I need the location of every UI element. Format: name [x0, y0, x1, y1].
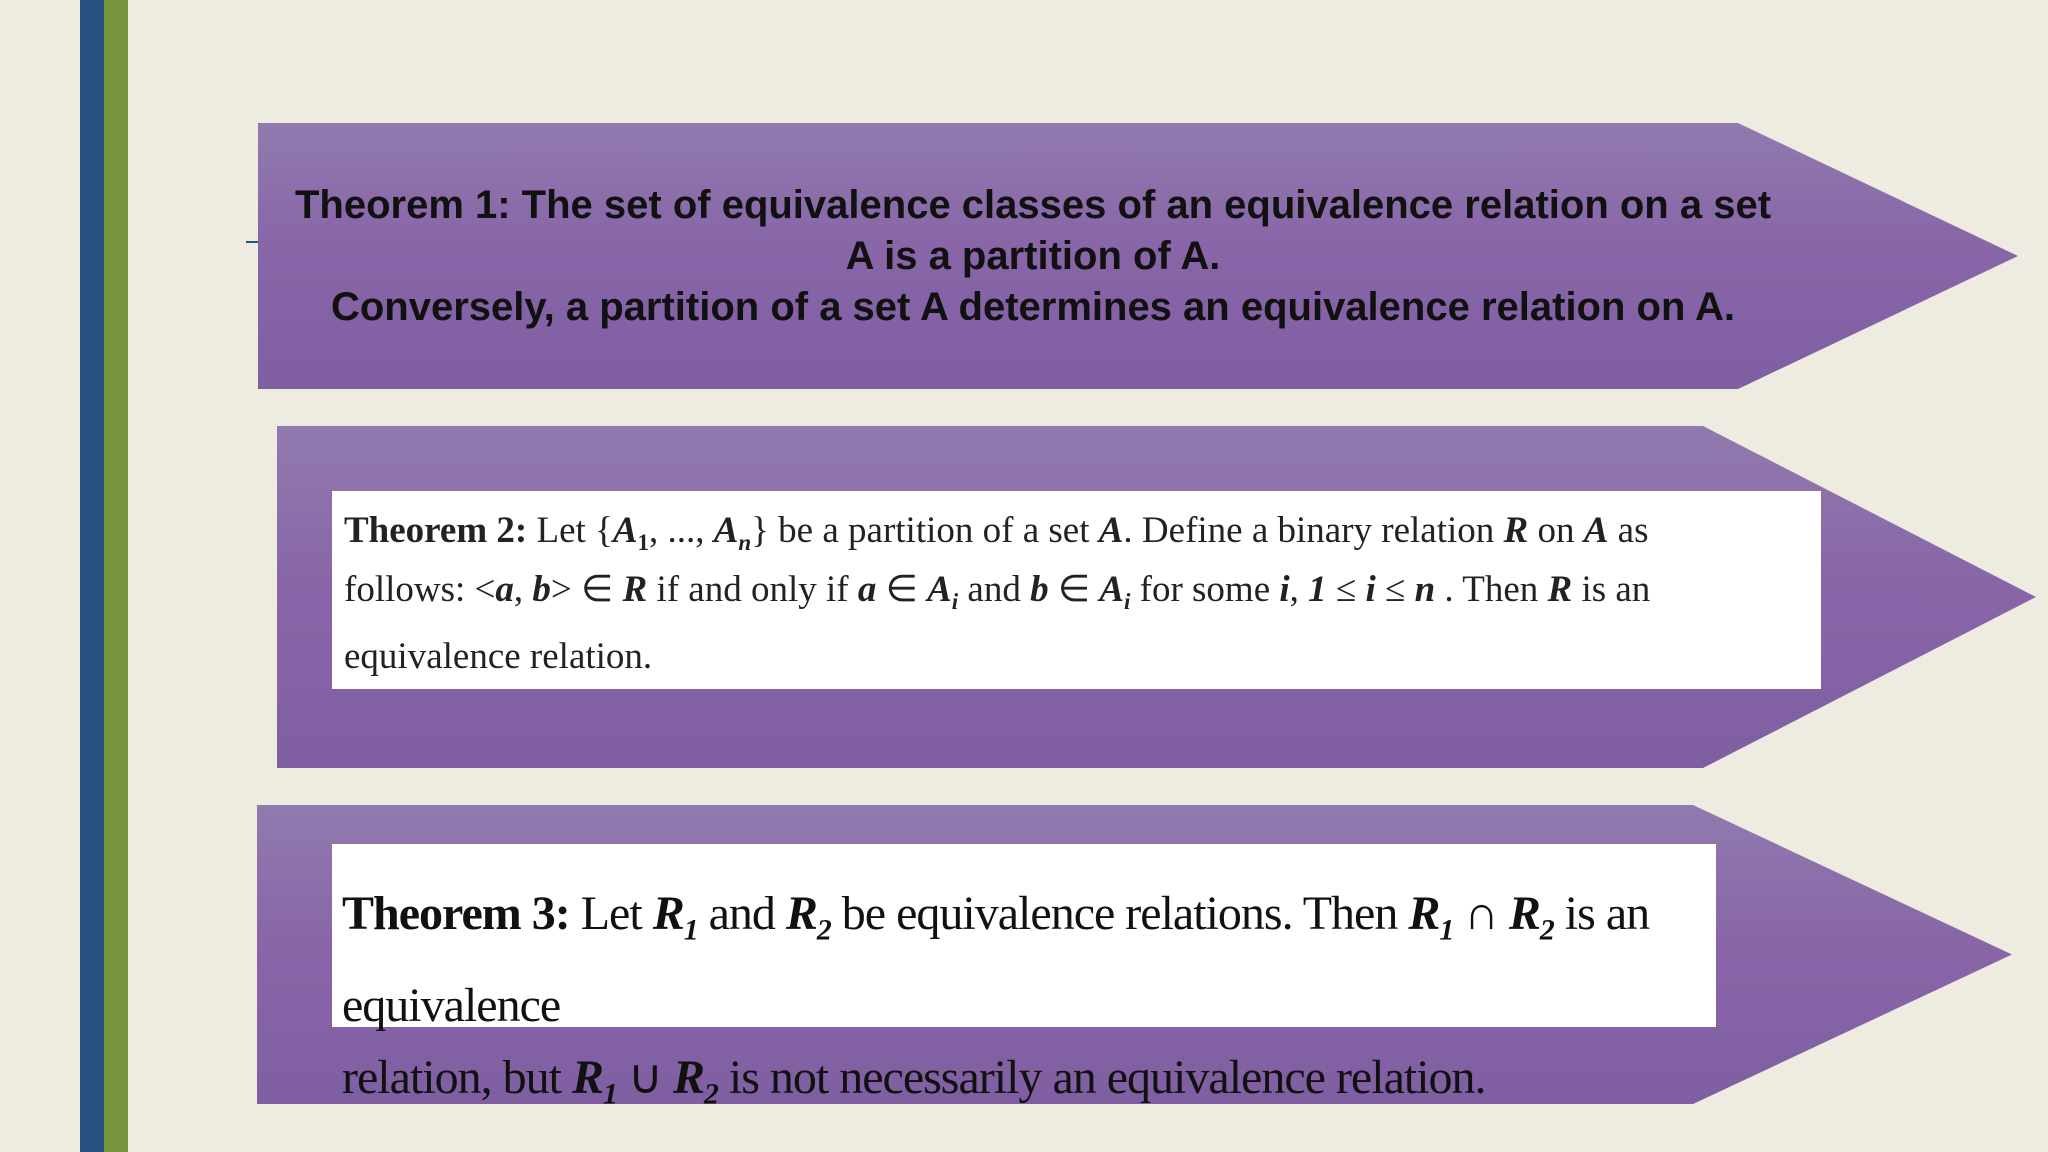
theorem-2-text: follows: < — [344, 569, 496, 610]
theorem-2-text: and — [958, 569, 1031, 610]
theorem-3-box — [332, 844, 1716, 1111]
theorem-2-var: b — [1030, 569, 1049, 610]
theorem-3-label: Theorem 3: — [342, 887, 570, 940]
theorem-2-text: , ..., — [648, 510, 714, 551]
theorem-2-line-2 — [344, 560, 1809, 619]
theorem-2-text: > ∈ — [550, 569, 623, 610]
theorem-2-text: Let { — [527, 510, 613, 551]
theorem-2-text: , — [513, 569, 533, 610]
theorem-2-text: . Define a binary relation — [1123, 510, 1504, 551]
theorem-3-sub: 1 — [683, 913, 698, 947]
theorem-2-var: A — [1098, 510, 1124, 551]
theorem-2-text: is an — [1572, 569, 1651, 610]
theorem-3-sub: 2 — [1539, 913, 1554, 947]
theorem-3-sub: 1 — [602, 1077, 617, 1111]
theorem-2-var: i — [1365, 569, 1376, 610]
theorem-2-text: on — [1528, 510, 1584, 551]
theorem-3-sub: 2 — [703, 1077, 718, 1111]
intersection-symbol: ∩ — [1453, 887, 1509, 940]
theorem-2-text: ∈ — [876, 569, 928, 610]
theorem-3-var: R — [652, 887, 684, 940]
theorem-2-text: for some — [1130, 569, 1280, 610]
theorem-3-line-1 — [342, 868, 1708, 1052]
theorem-2-var: A — [1099, 569, 1125, 610]
theorem-2-text: . Then — [1435, 569, 1548, 610]
theorem-3-var: R — [672, 1051, 704, 1104]
theorem-2-var: R — [1547, 569, 1573, 610]
theorem-2-var: a — [857, 569, 877, 610]
theorem-3-var: R — [1508, 887, 1540, 940]
theorem-3-text: is not necessarily an equivalence relation. — [717, 1051, 1486, 1104]
theorem-2-var: A — [713, 510, 739, 551]
theorem-1-text — [258, 180, 1808, 333]
union-symbol: ∪ — [616, 1051, 673, 1104]
theorem-1-line-2: A is a partition of A. — [845, 234, 1221, 278]
theorem-2-var: A — [612, 510, 638, 551]
accent-bar-blue — [80, 0, 104, 1152]
theorem-2-var: A — [927, 569, 952, 610]
theorem-2-text: , — [1289, 569, 1309, 610]
theorem-2-var: A — [1583, 510, 1609, 551]
theorem-3-text: is an equivalence — [342, 887, 1650, 1032]
theorem-2-text: equivalence relation. — [344, 636, 653, 677]
theorem-2-sub: n — [738, 530, 752, 556]
accent-bar-green — [104, 0, 128, 1152]
theorem-2-text: as — [1608, 510, 1649, 551]
theorem-2-sub: i — [1124, 589, 1131, 615]
theorem-2-var: R — [1503, 510, 1529, 551]
theorem-2-sub: 1 — [637, 530, 649, 556]
theorem-2-text: } be a partition of a set — [751, 510, 1099, 551]
theorem-3-sub: 1 — [1439, 913, 1454, 947]
theorem-2-text: if and only if — [647, 569, 858, 610]
theorem-2-var: i — [1279, 569, 1290, 610]
theorem-2-var: R — [622, 569, 648, 610]
theorem-2-var: b — [532, 569, 551, 610]
theorem-3-var: R — [571, 1051, 603, 1104]
theorem-1-line-1: Theorem 1: The set of equivalence classes of an equivalence relation on a set — [294, 183, 1772, 227]
theorem-1-line-3: Conversely, a partition of a set A determines an equivalence relation on A. — [330, 285, 1736, 329]
theorem-3-var: R — [1408, 887, 1440, 940]
theorem-2-sub: i — [951, 589, 959, 615]
theorem-3-var: R — [785, 887, 817, 940]
theorem-3-text: Let — [569, 887, 653, 940]
theorem-2-var: n — [1414, 569, 1436, 610]
theorem-2-text: ≤ — [1326, 569, 1366, 610]
theorem-2-text: ≤ — [1375, 569, 1415, 610]
theorem-2-var: a — [495, 569, 514, 610]
theorem-3-text: be equivalence relations. Then — [830, 887, 1409, 940]
theorem-3-text: and — [697, 887, 786, 940]
theorem-2-line-3 — [344, 627, 1809, 686]
theorem-2-label: Theorem 2: — [344, 510, 528, 551]
theorem-3-sub: 2 — [816, 913, 831, 947]
theorem-2-var: 1 — [1308, 569, 1327, 610]
theorem-2-box — [332, 491, 1821, 689]
theorem-3-line-2 — [342, 1032, 1708, 1124]
theorem-2-text: ∈ — [1048, 569, 1100, 610]
theorem-3-text: relation, but — [342, 1051, 572, 1104]
theorem-2-line-1 — [344, 501, 1809, 560]
